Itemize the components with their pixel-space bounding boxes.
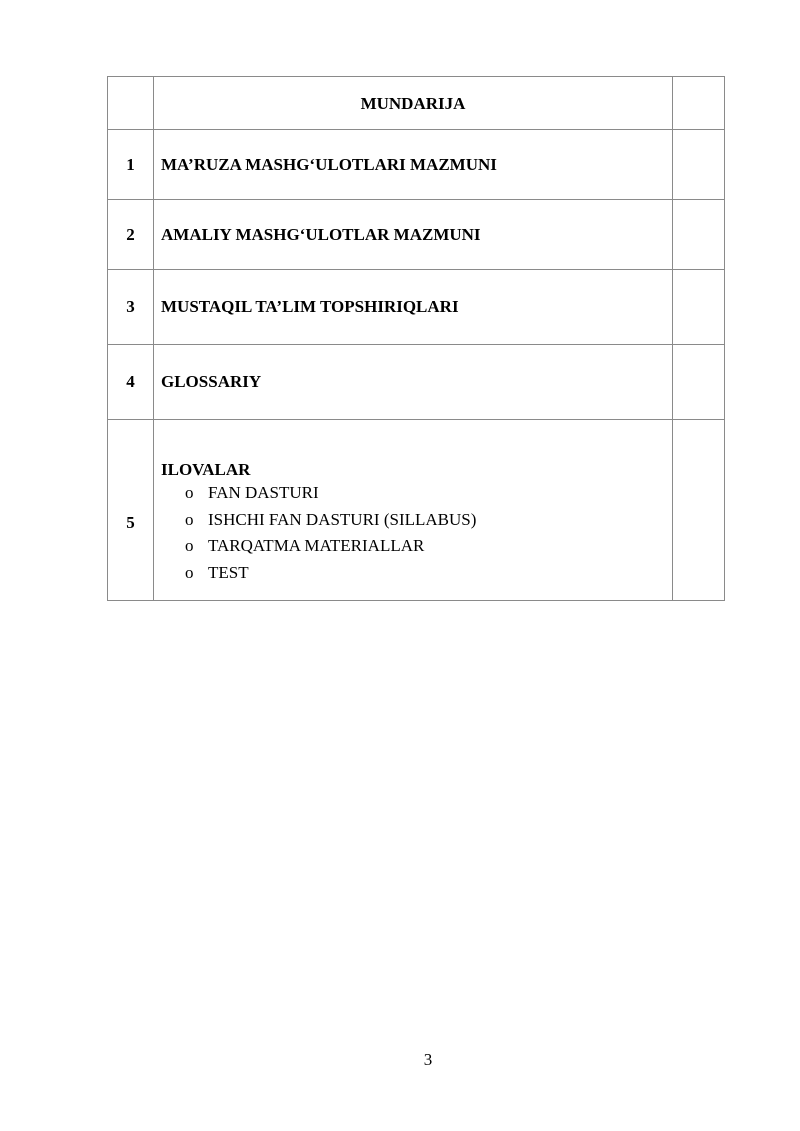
bullet-icon: o — [185, 536, 194, 555]
item-page-cell — [673, 420, 725, 601]
sub-item-label: FAN DASTURI — [208, 483, 319, 502]
bullet-icon: o — [185, 509, 194, 529]
table-row — [108, 270, 725, 345]
contents-header-row — [108, 77, 725, 130]
contents-heading: MUNDARIJA — [154, 77, 673, 130]
item-page-cell — [673, 200, 725, 270]
item-number: 2 — [108, 200, 154, 270]
sub-item-list — [161, 480, 672, 586]
list-item — [185, 480, 672, 507]
item-title: MA’RUZA MASHG‘ULOTLARI MAZMUNI — [154, 130, 673, 200]
item-title: AMALIY MASHG‘ULOTLAR MAZMUNI — [154, 200, 673, 270]
item-number: 5 — [108, 420, 154, 601]
sub-item-label: TEST — [208, 562, 249, 582]
sub-item-label: TARQATMA MATERIALLAR — [208, 536, 425, 555]
sub-item-label: ISHCHI FAN DASTURI (SILLABUS) — [208, 509, 477, 529]
item-number: 4 — [108, 345, 154, 420]
item-title-with-subitems — [154, 420, 673, 601]
item-number: 1 — [108, 130, 154, 200]
page-number: 3 — [423, 1050, 433, 1069]
item-page-cell — [673, 130, 725, 200]
contents-table — [107, 76, 725, 601]
bullet-icon: o — [185, 562, 194, 582]
item-page-cell — [673, 270, 725, 345]
bullet-icon: o — [185, 483, 194, 502]
item-number: 3 — [108, 270, 154, 345]
item-title: MUSTAQIL TA’LIM TOPSHIRIQLARI — [154, 270, 673, 345]
table-row — [108, 130, 725, 200]
item-title: ILOVALAR — [161, 460, 251, 479]
table-row — [108, 200, 725, 270]
table-row — [108, 420, 725, 601]
header-page-cell — [673, 77, 725, 130]
table-row — [108, 345, 725, 420]
list-item — [185, 533, 672, 560]
item-page-cell — [673, 345, 725, 420]
list-item — [185, 560, 672, 587]
list-item — [185, 507, 672, 534]
item-title: GLOSSARIY — [154, 345, 673, 420]
header-num-cell — [108, 77, 154, 130]
